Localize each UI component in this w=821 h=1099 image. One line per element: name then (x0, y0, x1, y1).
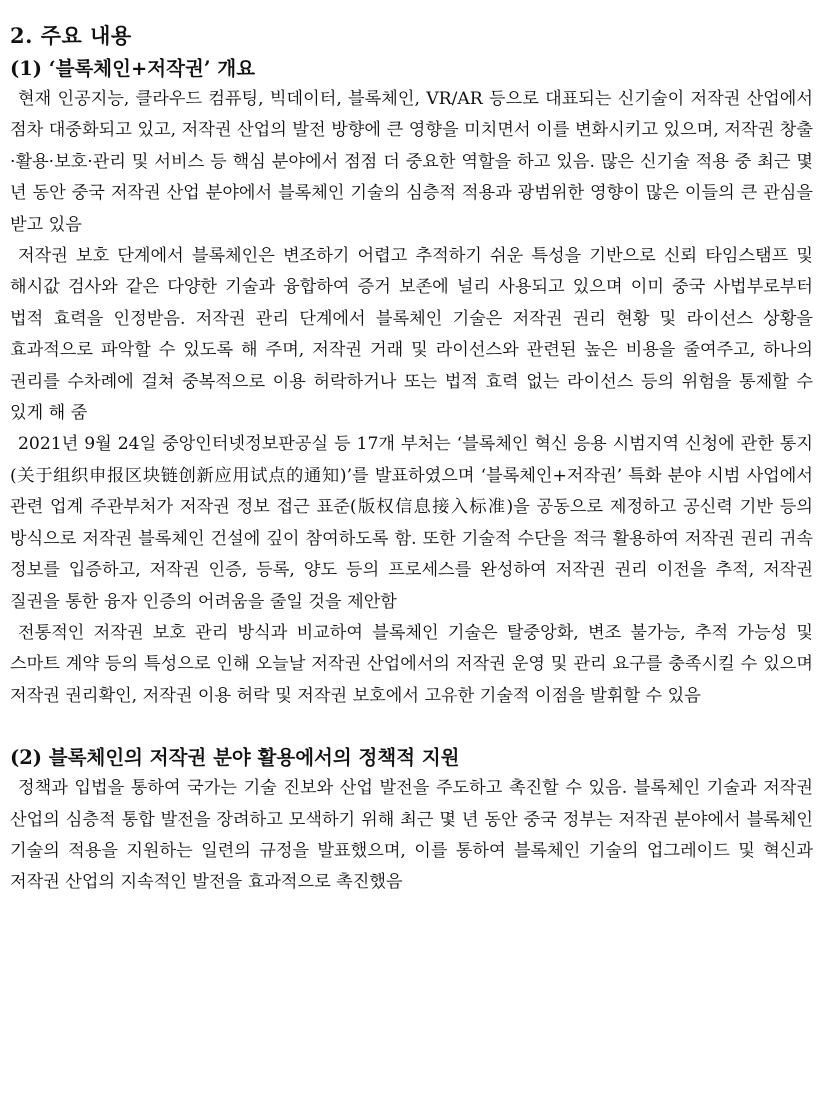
paragraph-1-1: 현재 인공지능, 클라우드 컴퓨팅, 빅데이터, 블록체인, VR/AR 등으로 대표되는 신기술이 저작권 산업에서 점차 대중화되고 있고, 저작권 산업의 발전 방향에 큰 영향을 미치면서 이를 변화시키고 있으며, 저작권 창출·활용·보호·관리 및 서비스 등 핵심 분야에서 점점 더 중요한 역할을 하고 있음. 많은 신기술 적용 중 최근 몇 년 동안 중국 저작권 산업 분야에서 블록체인 기술의 심층적 적용과 광범위한 영향이 많은 이들의 큰 관심을 받고 있음 (10, 89, 813, 235)
section-heading: 2. 주요 내용 (10, 23, 132, 48)
subsection-title-1: (1) ‘블록체인+저작권’ 개요 (10, 57, 256, 80)
paragraph-2-1: 정책과 입법을 통하여 국가는 기술 진보와 산업 발전을 주도하고 촉진할 수 있음. 블록체인 기술과 저작권 산업의 심층적 통합 발전을 장려하고 모색하기 위해 최근 몇 년 동안 중국 정부는 저작권 분야에서 블록체인 기술의 적용을 지원하는 일련의 규정을 발표했으며, 이를 통하여 블록체인 기술의 업그레이드 및 혁신과 저작권 산업의 지속적인 발전을 효과적으로 촉진했음 (10, 778, 813, 893)
section-spacer (10, 712, 813, 743)
paragraph-1-2: 저작권 보호 단계에서 블록체인은 변조하기 어렵고 추적하기 쉬운 특성을 기반으로 신뢰 타임스탬프 및 해시값 검사와 같은 다양한 기술과 융합하여 증거 보존에 널리 사용되고 있으며 이미 중국 사법부로부터 법적 효력을 인정받음. 저작권 관리 단계에서 블록체인 기술은 저작권 권리 현황 및 라이선스 상황을 효과적으로 파악할 수 있도록 해 주며, 저작권 거래 및 라이선스와 관련된 높은 비용을 줄여주고, 하나의 권리를 수차례에 걸쳐 중복적으로 이용 허락하거나 또는 법적 효력 없는 라이선스 등의 위험을 통제할 수 있게 해 줌 (10, 246, 813, 424)
subsection-title-2: (2) 블록체인의 저작권 분야 활용에서의 정책적 지원 (10, 746, 460, 770)
paragraph-1-3: 2021년 9월 24일 중앙인터넷정보판공실 등 17개 부처는 ‘블록체인 혁신 응용 시범지역 신청에 관한 통지(关于组织申报区块链创新应用试点的通知)’를 발표하였으며 ‘블록체인+저작권’ 특화 분야 시범 사업에서 관련 업계 주관부처가 저작권 정보 접근 표준(版权信息接入标准)을 공동으로 제정하고 공신력 기반 등의 방식으로 저작권 블록체인 건설에 깊이 참여하도록 함. 또한 기술적 수단을 적극 활용하여 저작권 권리 귀속 정보를 입증하고, 저작권 인증, 등록, 양도 등의 프로세스를 완성하여 저작권 권리 이전을 추적, 저작권 질권을 통한 융자 인증의 어려움을 줄일 것을 제안함 (10, 434, 813, 612)
paragraph-1-4: 전통적인 저작권 보호 관리 방식과 비교하여 블록체인 기술은 탈중앙화, 변조 불가능, 추적 가능성 및 스마트 계약 등의 특성으로 인해 오늘날 저작권 산업에서의 저작권 운영 및 관리 요구를 충족시킬 수 있으며 저작권 권리확인, 저작권 이용 허락 및 저작권 보호에서 고유한 기술적 이점을 발휘할 수 있음 (10, 622, 813, 706)
